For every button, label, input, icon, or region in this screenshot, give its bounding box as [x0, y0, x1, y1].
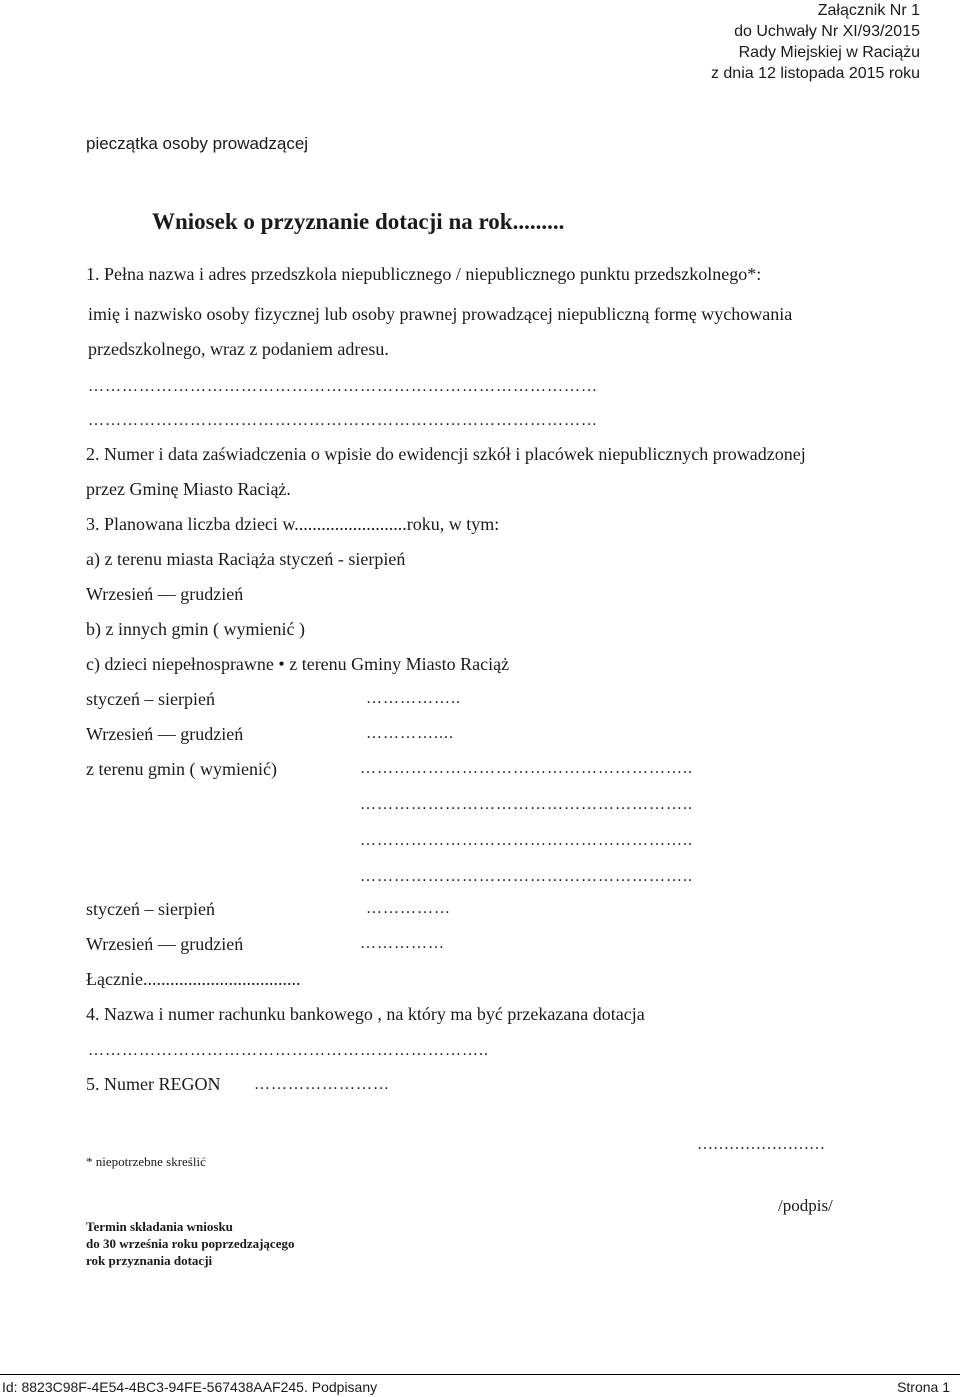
page-footer	[0, 1374, 960, 1397]
section2-line1: 2. Numer i data zaświadczenia o wpisie do ewidencji szkół i placówek niepublicznych prowadzonej	[86, 444, 806, 464]
section2-line2: przez Gminę Miasto Raciąż.	[86, 479, 291, 499]
stamp-label: pieczątka osoby prowadzącej	[86, 134, 309, 153]
other-gmin-dots-1: …………………………………………………..	[360, 760, 693, 777]
deadline-line3: rok przyznania dotacji	[86, 1253, 213, 1268]
signature-label: /podpis/	[778, 1196, 833, 1215]
section3-item-a: a) z terenu miasta Raciąża styczeń - sierpień	[86, 549, 406, 569]
section4-dots: ……………………………………………………………..	[88, 1042, 489, 1059]
resolution-number: do Uchwały Nr XI/93/2015	[734, 23, 920, 40]
annex-header	[711, 0, 920, 84]
o-sep-dec-dots: ……………	[360, 935, 445, 952]
o-jan-aug-label: styczeń – sierpień	[86, 899, 215, 919]
other-gmin-dots-4: …………………………………………………..	[360, 868, 693, 885]
annex-number: Załącznik Nr 1	[817, 2, 920, 19]
other-gmin-dots-2: …………………………………………………..	[360, 796, 693, 813]
regon-dots: ……………………	[254, 1076, 390, 1093]
section1-dots-1: ………………………………………………………………………………	[88, 378, 598, 395]
section3-line1: 3. Planowana liczba dzieci w.........................roku, w tym:	[86, 514, 500, 534]
section1-line3: przedszkolnego, wraz z podaniem adresu.	[88, 339, 389, 359]
submission-deadline	[86, 1218, 386, 1269]
resolution-date: z dnia 12 listopada 2015 roku	[710, 65, 920, 82]
document-title: Wniosek o przyznanie dotacji na rok.........	[152, 209, 565, 234]
section3-item-b: b) z innych gmin ( wymienić )	[86, 619, 305, 639]
document-id: Id: 8823C98F-4E54-4BC3-94FE-567438AAF245. Podpisany	[2, 1379, 378, 1395]
other-gmin-dots-3: …………………………………………………..	[360, 832, 693, 849]
section1-line1: 1. Pełna nazwa i adres przedszkola niepublicznego / niepublicznego punktu przedszkolnego*:	[86, 264, 762, 284]
o-sep-dec-label: Wrzesień — grudzień	[86, 934, 244, 954]
signature-dots: ……………………	[697, 1136, 825, 1153]
o-jan-aug-dots: ……………	[366, 900, 451, 917]
page-number: Strona 1	[897, 1379, 950, 1395]
total-label: Łącznie...................................	[86, 969, 301, 989]
c-jan-aug-dots: ……………..	[366, 690, 461, 707]
c-jan-aug-label: styczeń – sierpień	[86, 689, 215, 709]
c-sep-dec-dots: …………....	[366, 725, 454, 742]
section1-dots-2: ………………………………………………………………………………	[88, 412, 598, 429]
deadline-line2: do 30 września roku poprzedzającego	[86, 1236, 295, 1251]
other-gmin-label: z terenu gmin ( wymienić)	[86, 759, 277, 779]
council-name: Rady Miejskiej w Raciążu	[738, 44, 920, 61]
c-sep-dec-label: Wrzesień — grudzień	[86, 724, 244, 744]
section1-line2: imię i nazwisko osoby fizycznej lub osoby prawnej prowadzącej niepubliczną formę wychowania	[88, 304, 793, 324]
footnote: * niepotrzebne skreślić	[86, 1154, 206, 1169]
regon-label: 5. Numer REGON	[86, 1074, 221, 1094]
section4-line1: 4. Nazwa i numer rachunku bankowego , na który ma być przekazana dotacja	[86, 1004, 645, 1024]
section3-item-a-second-half: Wrzesień — grudzień	[86, 584, 244, 604]
section3-item-c: c) dzieci niepełnosprawne • z terenu Gminy Miasto Raciąż	[86, 654, 510, 674]
deadline-line1: Termin składania wniosku	[86, 1219, 233, 1234]
